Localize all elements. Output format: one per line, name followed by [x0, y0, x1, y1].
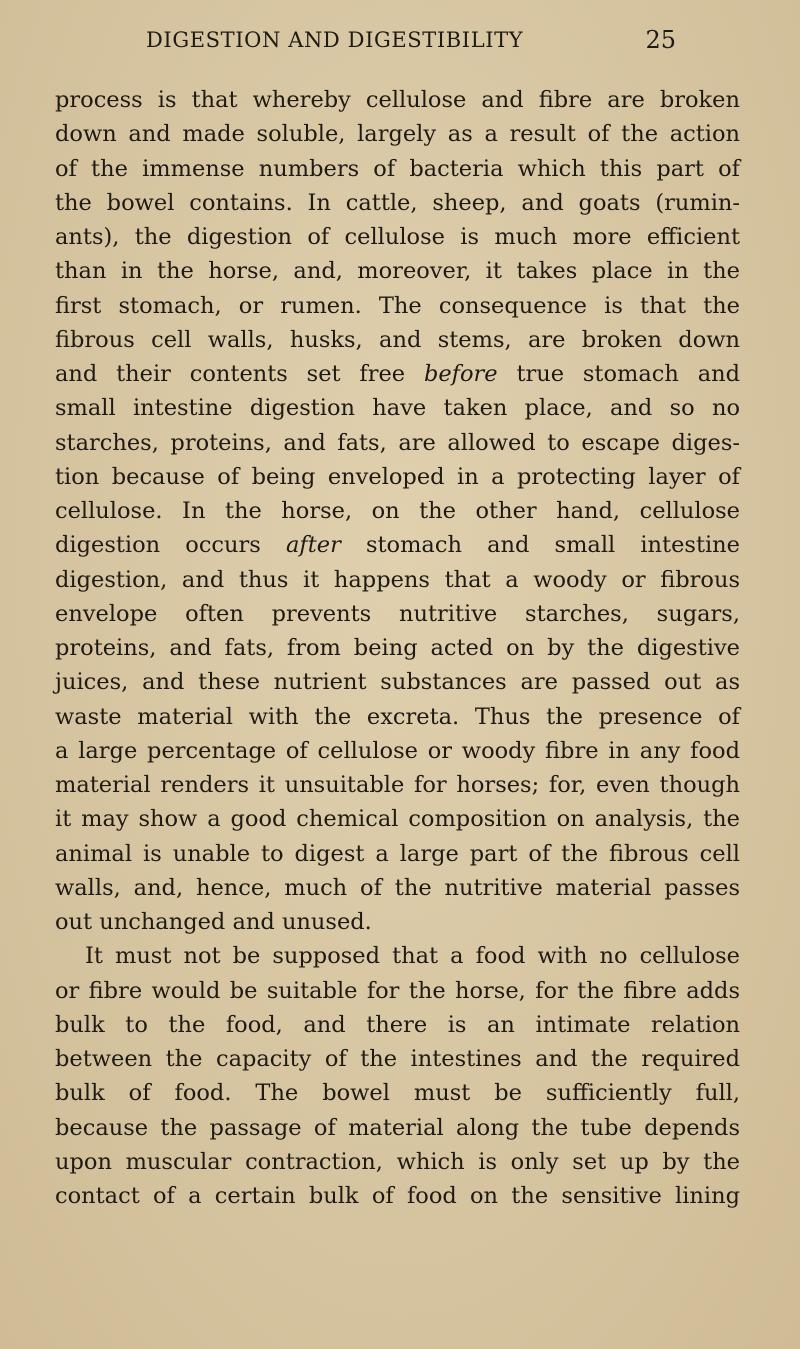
- text-segment: and their contents set free: [55, 361, 424, 387]
- text-line: [55, 528, 740, 562]
- text-line: or fibre would be suitable for the horse, for the fibre adds: [55, 977, 740, 1004]
- text-line: process is that whereby cellulose and fibre are broken: [55, 87, 740, 113]
- text-line: it may show a good chemical composition on analysis, the: [55, 806, 740, 833]
- text-line: a large percentage of cellulose or woody fibre in any food: [55, 737, 740, 764]
- text-line: contact of a certain bulk of food on the sensitive lining: [55, 1183, 740, 1209]
- paragraph-start-line: It must not be supposed that a food with no cellulose: [85, 943, 740, 970]
- text-line: tion because of being enveloped in a protecting layer of: [55, 463, 740, 490]
- text-line: because the passage of material along the tube depends: [55, 1114, 740, 1141]
- running-head-title: DIGESTION AND DIGESTIBILITY: [146, 28, 524, 52]
- text-line: upon muscular contraction, which is only set up by the: [55, 1148, 740, 1175]
- text-segment: stomach and small intestine: [340, 532, 740, 559]
- text-line: than in the horse, and, moreover, it takes place in the: [55, 258, 740, 285]
- italic-word: before: [423, 361, 498, 387]
- text-line: first stomach, or rumen. The consequence is that the: [55, 292, 740, 319]
- text-line: waste material with the excreta. Thus the presence of: [55, 703, 740, 730]
- body-text: [55, 83, 740, 1213]
- text-line: material renders it unsuitable for horses; for, even though: [55, 772, 740, 798]
- running-head: [146, 28, 676, 64]
- text-line: animal is unable to digest a large part of the fibrous cell: [55, 840, 740, 867]
- text-line: bulk to the food, and there is an intimate relation: [55, 1011, 740, 1038]
- text-line: walls, and, hence, much of the nutritive material passes: [55, 874, 740, 901]
- text-line: digestion, and thus it happens that a woody or fibrous: [55, 566, 740, 593]
- text-line: bulk of food. The bowel must be sufficiently full,: [55, 1080, 740, 1107]
- text-line: the bowel contains. In cattle, sheep, and goats (rumin-: [55, 189, 740, 216]
- paragraph-end-line: out unchanged and unused.: [55, 909, 372, 935]
- text-line: down and made soluble, largely as a result of the action: [55, 121, 740, 148]
- text-line: proteins, and fats, from being acted on by the digestive: [55, 635, 740, 661]
- text-line: between the capacity of the intestines and the required: [55, 1046, 740, 1072]
- text-segment: digestion occurs: [55, 532, 286, 559]
- italic-word: after: [285, 532, 341, 559]
- text-line: fibrous cell walls, husks, and stems, are broken down: [55, 326, 740, 353]
- text-line: ants), the digestion of cellulose is much more efficient: [55, 224, 740, 250]
- text-line: starches, proteins, and fats, are allowed to escape diges-: [55, 429, 740, 456]
- text-line: small intestine digestion have taken place, and so no: [55, 395, 740, 422]
- text-line: of the immense numbers of bacteria which this part of: [55, 155, 740, 182]
- page-number: 25: [645, 26, 676, 54]
- text-line: juices, and these nutrient substances are passed out as: [55, 669, 740, 696]
- text-line: cellulose. In the horse, on the other hand, cellulose: [55, 498, 740, 524]
- text-segment: true stomach and: [497, 361, 740, 387]
- text-line: envelope often prevents nutritive starches, sugars,: [55, 600, 740, 627]
- text-line: [55, 357, 740, 391]
